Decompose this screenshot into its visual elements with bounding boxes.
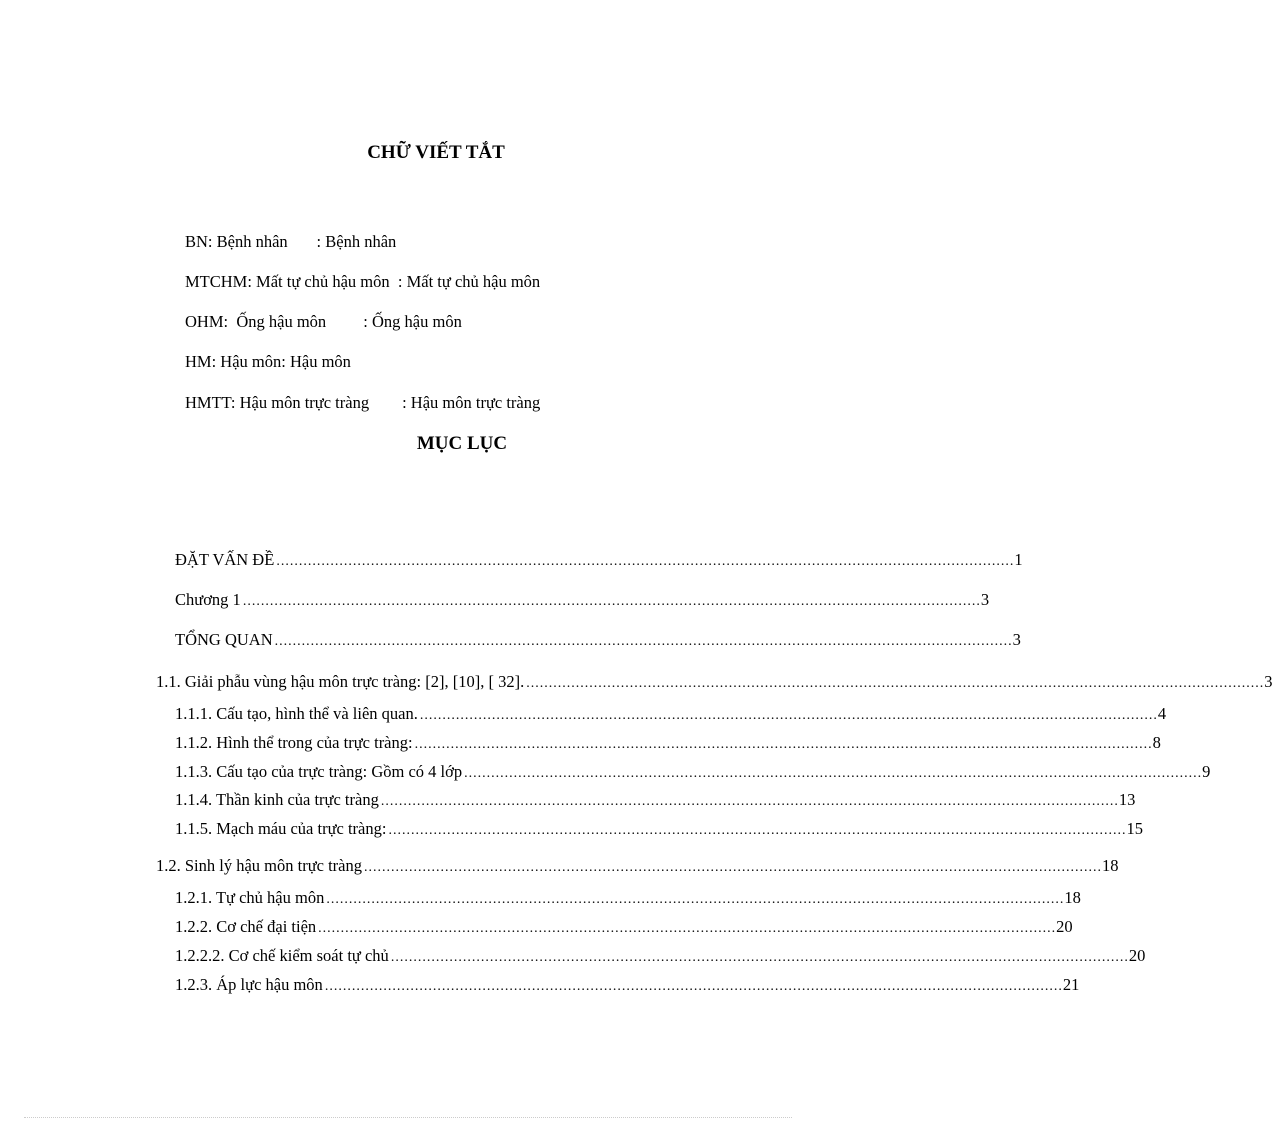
toc-entry-label: 1.2.3. Áp lực hậu môn xyxy=(175,975,323,994)
toc-leader: .................................................................................................................................................................... xyxy=(464,766,1203,781)
toc-leader: .................................................................................................................................................................... xyxy=(419,708,1158,723)
toc-leader: .................................................................................................................................................................... xyxy=(380,794,1119,809)
toc-entry-label: TỔNG QUAN xyxy=(175,630,273,649)
toc-entry-page: 1 xyxy=(1014,550,1023,569)
toc-leader: .................................................................................................................................................................... xyxy=(364,860,1103,875)
page-bottom-divider xyxy=(24,1117,792,1118)
toc-entry-page: 20 xyxy=(1128,946,1146,965)
toc-leader: .................................................................................................................................................................... xyxy=(414,737,1153,752)
abbreviation-item: OHM: Ống hậu môn : Ống hậu môn xyxy=(185,312,462,331)
toc-entry[interactable] xyxy=(175,630,1021,650)
toc-entry-label: 1.1.1. Cấu tạo, hình thể và liên quan. xyxy=(175,704,418,723)
toc-entry-page: 20 xyxy=(1056,917,1073,936)
toc-entry[interactable] xyxy=(175,975,1080,995)
toc-entry[interactable] xyxy=(175,550,1023,570)
abbreviations-title: CHỮ VIẾT TẮT xyxy=(367,142,505,163)
toc-entry-label: 1.2. Sinh lý hậu môn trực tràng xyxy=(156,856,363,875)
toc-entry[interactable] xyxy=(175,917,1073,937)
toc-entry-label: Chương 1 xyxy=(175,590,241,609)
toc-entry[interactable] xyxy=(175,946,1146,966)
toc-entry[interactable] xyxy=(175,819,1143,839)
toc-entry-label: 1.1.4. Thần kinh của trực tràng xyxy=(175,790,379,809)
toc-entry[interactable] xyxy=(175,762,1211,782)
abbreviation-item: HM: Hậu môn: Hậu môn xyxy=(185,352,351,371)
toc-entry-page: 18 xyxy=(1102,856,1119,875)
toc-entry-label: 1.1.3. Cấu tạo của trực tràng: Gồm có 4 lớp xyxy=(175,762,463,781)
toc-entry-page: 4 xyxy=(1157,704,1167,723)
abbreviation-item: BN: Bệnh nhân : Bệnh nhân xyxy=(185,232,397,251)
toc-entry[interactable] xyxy=(175,704,1167,724)
toc-leader: .................................................................................................................................................................... xyxy=(526,676,1265,691)
toc-entry[interactable] xyxy=(156,856,1119,876)
toc-leader: .................................................................................................................................................................... xyxy=(318,921,1057,936)
toc-entry-label: 1.1.5. Mạch máu của trực tràng: xyxy=(175,819,387,838)
toc-leader: .................................................................................................................................................................... xyxy=(276,554,1015,569)
toc-entry-label: 1.2.2. Cơ chế đại tiện xyxy=(175,917,317,936)
toc-entry-page: 18 xyxy=(1064,888,1081,907)
toc-entry[interactable] xyxy=(175,733,1161,753)
toc-entry-label: 1.2.2.2. Cơ chế kiểm soát tự chủ xyxy=(175,946,389,965)
toc-leader: .................................................................................................................................................................... xyxy=(242,594,981,609)
toc-entry[interactable] xyxy=(156,672,1272,692)
toc-entry-page: 3 xyxy=(980,590,990,609)
toc-leader: .................................................................................................................................................................... xyxy=(326,892,1065,907)
toc-entry[interactable] xyxy=(175,590,990,610)
toc-leader: .................................................................................................................................................................... xyxy=(390,950,1129,965)
toc-entry-page: 21 xyxy=(1062,975,1080,994)
toc-entry-page: 3 xyxy=(1012,630,1021,649)
toc-entry[interactable] xyxy=(175,888,1081,908)
toc-leader: .................................................................................................................................................................... xyxy=(324,979,1063,994)
toc-entry-page: 15 xyxy=(1126,819,1143,838)
toc-leader: .................................................................................................................................................................... xyxy=(274,634,1013,649)
toc-entry-page: 3 xyxy=(1264,672,1272,691)
toc-entry-page: 13 xyxy=(1118,790,1136,809)
toc-entry-label: 1.2.1. Tự chủ hậu môn xyxy=(175,888,325,907)
toc-entry-page: 9 xyxy=(1202,762,1211,781)
toc-entry-label: ĐẶT VẤN ĐỀ xyxy=(175,550,275,569)
toc-title: MỤC LỤC xyxy=(416,433,508,454)
toc-entry[interactable] xyxy=(175,790,1136,810)
abbreviation-item: MTCHM: Mất tự chủ hậu môn : Mất tự chủ hậu môn xyxy=(185,272,541,291)
toc-entry-label: 1.1.2. Hình thể trong của trực tràng: xyxy=(175,733,413,752)
toc-entry-page: 8 xyxy=(1152,733,1161,752)
toc-entry-label: 1.1. Giải phẫu vùng hậu môn trực tràng: [2], [10], [ 32]. xyxy=(156,672,525,691)
toc-leader: .................................................................................................................................................................... xyxy=(388,823,1127,838)
abbreviation-item: HMTT: Hậu môn trực tràng : Hậu môn trực tràng xyxy=(185,393,541,412)
